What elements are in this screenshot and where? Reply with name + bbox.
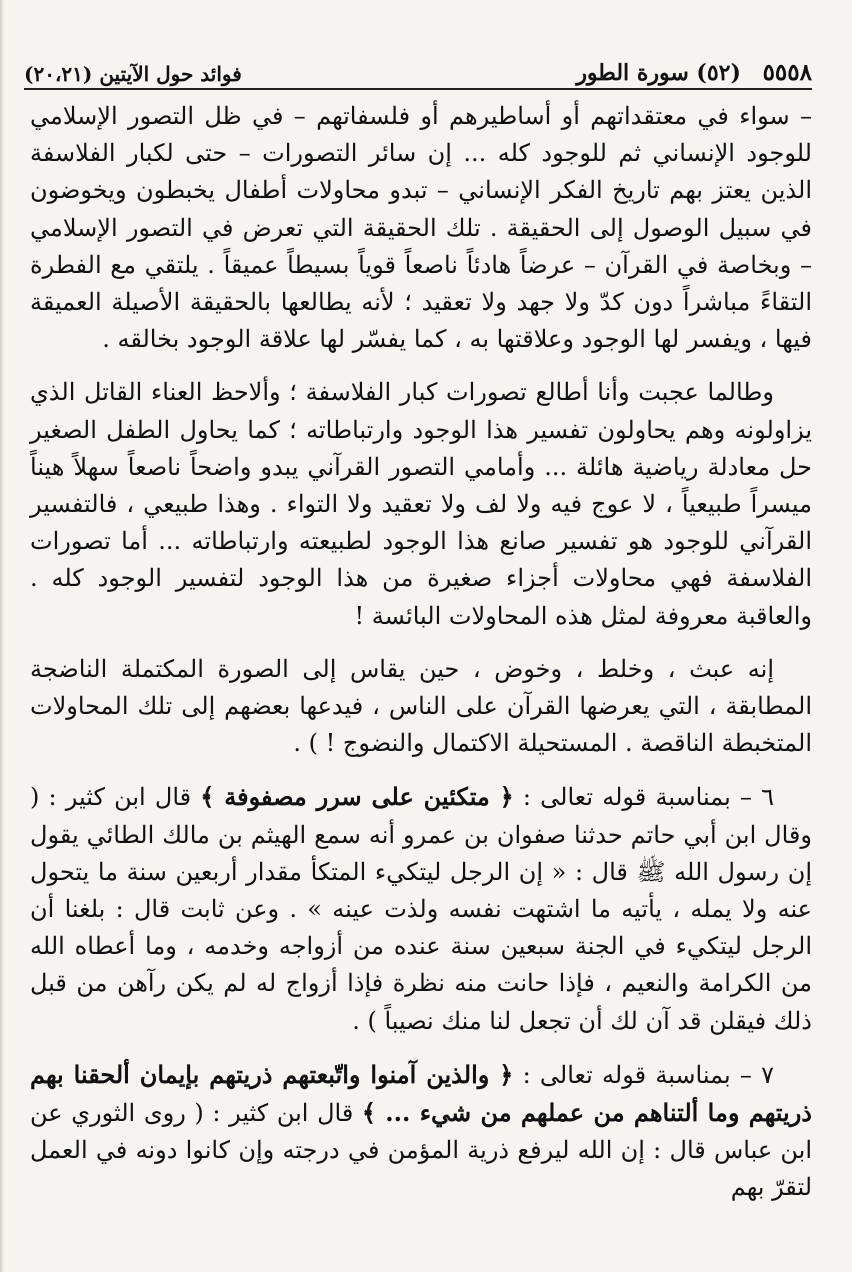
paragraph-4 xyxy=(30,778,812,1039)
paragraph-5 xyxy=(30,1056,812,1207)
paragraph-text: وطالما عجبت وأنا أطالع تصورات كبار الفلاسفة ؛ وألاحظ العناء القاتل الذي يزاولونه وهم يحاولون تفسير هذا الوجود وارتباطاته ؛ كما يحاول الطفل الصغير حل معادلة رياضية هائلة ... وأمامي التصور القرآني يبدو واضحاً ناصعاً سهلاً هيناً ميسراً طبيعياً ، لا عوج فيه ولا لف ولا تعقيد ولا التواء . وهذا طبيعي ، فالتفسير القرآني للوجود هو تفسير صانع هذا الوجود لطبيعته وارتباطاته ... أما تصورات الفلاسفة فهي محاولات أجزاء صغيرة من هذا الوجود لتفسير الوجود كله . والعاقبة معروفة لمثل هذه المحاولات البائسة ! xyxy=(30,378,812,630)
page-body xyxy=(30,98,812,1207)
paragraph-text: قال ابن كثير : ( وقال ابن أبي حاتم حدثنا صفوان بن عمرو أنه سمع الهيثم بن مالك الطائي يقول إن رسول الله ﷺ قال : « إن الرجل ليتكيء المتكأ مقدار أربعين سنة ما يتحول عنه ولا يمله ، يأتيه ما اشتهت نفسه ولذت عينه » . وعن ثابت قال : بلغنا أن الرجل ليتكيء في الجنة سبعين سنة عنده من أزواجه وخدمه ، وما أعطاه الله من الكرامة والنعيم ، فإذا حانت منه نظرة فإذا أزواج له لم يكن رآهن من قبل ذلك فيقلن قد آن لك أن تجعل لنا منك نصيباً ) . xyxy=(30,783,812,1035)
paragraph-text: – سواء في معتقداتهم أو أساطيرهم أو فلسفاتهم – في ظل التصور الإسلامي للوجود الإنساني ثم للوجود كله ... إن سائر التصورات – حتى لكبار الفلاسفة الذين يعتز بهم تاريخ الفكر الإنساني – تبدو محاولات أطفال يخبطون ويخوضون في سبيل الوصول إلى الحقيقة . تلك الحقيقة التي تعرض في التصور الإسلامي – وبخاصة في القرآن – عرضاً هادئاً ناصعاً قوياً بسيطاً عميقاً . يلتقي مع الفطرة التقاءً مباشراً دون كدّ ولا جهد ولا تعقيد ؛ لأنه يطالعها بالحقيقة الأصيلة العميقة فيها ، ويفسر لها الوجود وعلاقتها به ، كما يفسّر لها علاقة الوجود بخالقه . xyxy=(30,102,812,354)
section-title: فوائد حول الآيتين (٢٠،٢١) xyxy=(24,62,242,86)
quran-verse: ﴿ متكئين على سرر مصفوفة ﴾ xyxy=(200,782,514,812)
running-header xyxy=(24,40,812,90)
paragraph-2 xyxy=(30,374,812,634)
header-right xyxy=(576,59,812,86)
paragraph-text: إنه عبث ، وخلط ، وخوض ، حين يقاس إلى الصورة المكتملة الناضجة المطابقة ، التي يعرضها القرآن على الناس ، فيدعها بعضهم إلى تلك المحاولات المتخبطة الناقصة . المستحيلة الاكتمال والنضوج ! ) . xyxy=(30,654,812,758)
paragraph-text: ٧ – بمناسبة قوله تعالى : xyxy=(513,1060,775,1089)
paragraph-1 xyxy=(30,98,812,358)
scan-edge-shadow xyxy=(0,0,4,1272)
paragraph-text: قال ابن كثير : ( روى الثوري عن ابن عباس قال : إن الله ليرفع ذرية المؤمن في درجته وإن كانوا دونه في العمل لتقرّ بهم xyxy=(30,1099,812,1202)
page-number: ٥٥٥٨ xyxy=(762,59,812,86)
paragraph-3 xyxy=(30,651,812,763)
surah-name: (٥٢) سورة الطور xyxy=(576,60,741,86)
quran-verse: ﴿ والذين آمنوا واتّبعتهم ذريتهم بإيمان ألحقنا بهم ذريتهم وما ألتناهم من عملهم من شيء ... ﴾ xyxy=(30,1059,812,1128)
paragraph-text: ٦ – بمناسبة قوله تعالى : xyxy=(513,783,774,812)
